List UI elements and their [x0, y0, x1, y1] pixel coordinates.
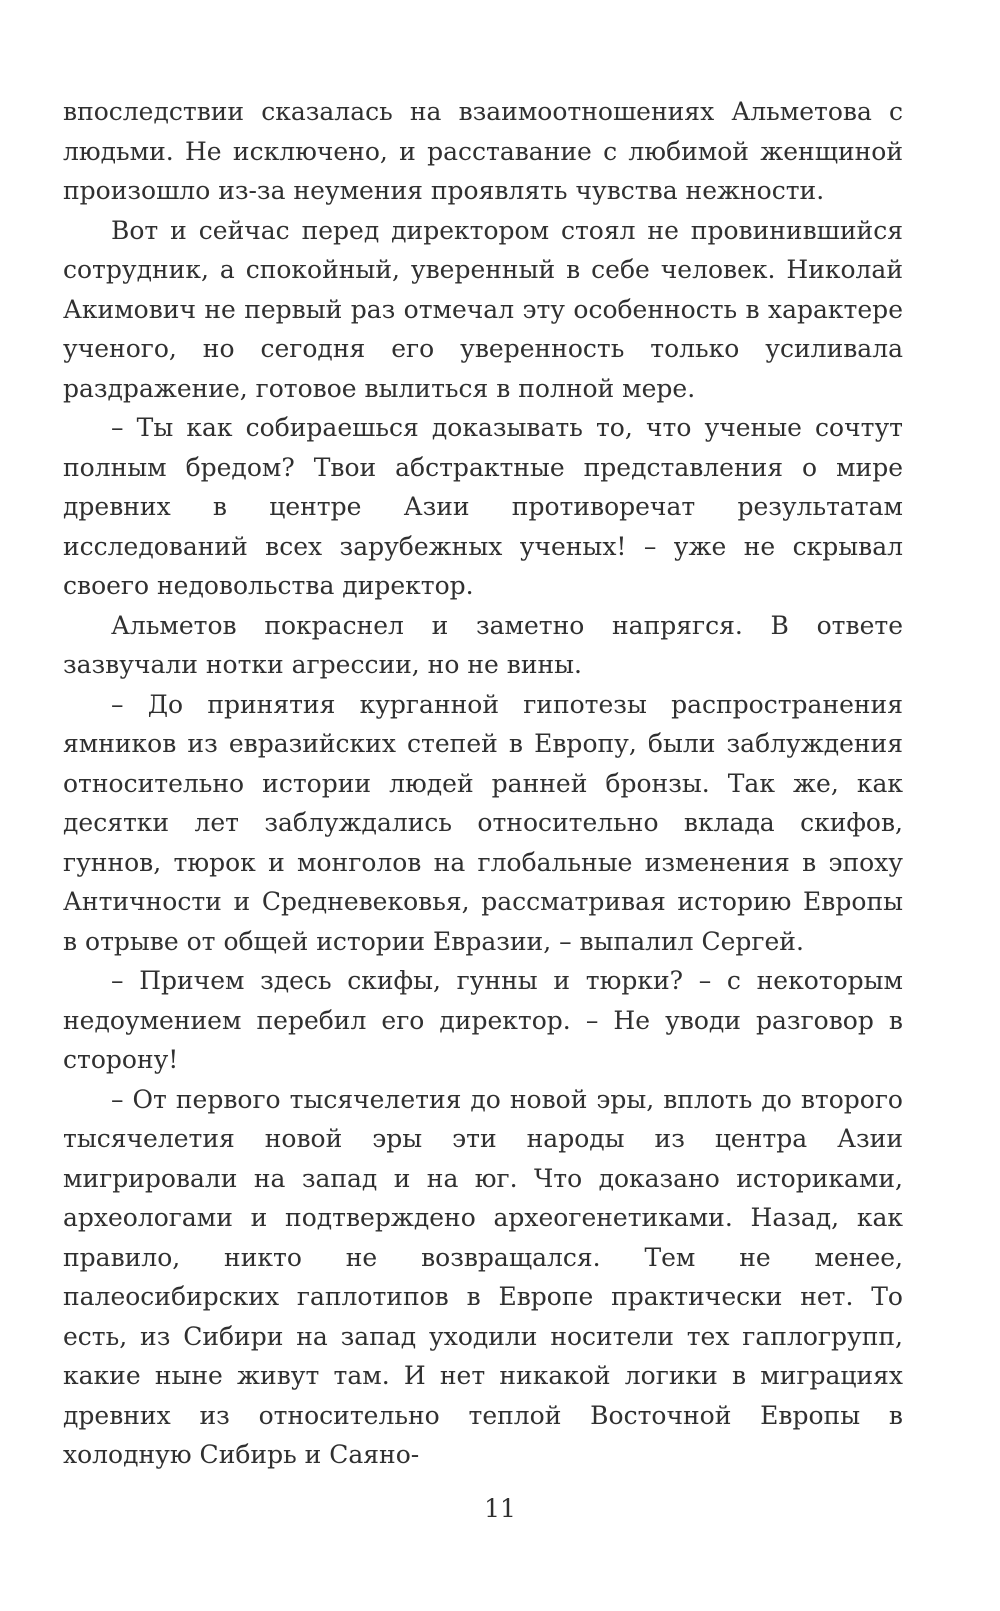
paragraph-dialogue-director-interrupt: – Причем здесь скифы, гунны и тюрки? – с некоторым недоумением перебил его директор. – Не уводи разговор в сторону! — [63, 966, 903, 1074]
paragraph-continuation: впоследствии сказалась на взаимоотношениях Альметова с людьми. Не исключено, и расставание с любимой женщиной произошло из-за неумения проявлять чувства нежности. — [63, 97, 903, 205]
page-number: 11 — [484, 1494, 516, 1523]
paragraph-dialogue-director: – Ты как собираешься доказывать то, что ученые сочтут полным бредом? Твои абстрактные представления о мире древних в центре Азии противоречат результатам исследований всех зарубежных ученых! – уже не скрывал своего недовольства директор. — [63, 413, 903, 600]
page-text — [63, 92, 903, 1475]
paragraph-narration-reaction: Альметов покраснел и заметно напрягся. В ответе зазвучали нотки агрессии, но не вины. — [63, 610, 903, 679]
paragraph-dialogue-sergey-reply: – От первого тысячелетия до новой эры, вплоть до второго тысячелетия новой эры эти народы из центра Азии мигрировали на запад и на юг. Что доказано историками, археологами и подтверждено археогенетиками. Назад, как правило, никто не возвращался. Тем не менее, палеосибирских гаплотипов в Европе практически нет. То есть, из Сибири на запад уходили носители тех гаплогрупп, какие ныне живут там. И нет никакой логики в миграциях древних из относительно теплой Восточной Европы в холодную Сибирь и Саяно- — [63, 1084, 903, 1469]
paragraph-dialogue-sergey: – До принятия курганной гипотезы распространения ямников из евразийских степей в Европу, были заблуждения относительно истории людей ранней бронзы. Так же, как десятки лет заблуждались относительно вклада скифов, гуннов, тюрок и монголов на глобальные изменения в эпоху Античности и Средневековья, рассматривая историю Европы в отрыве от общей истории Евразии, – выпалил Сергей. — [63, 689, 903, 956]
paragraph-narration: Вот и сейчас перед директором стоял не провинившийся сотрудник, а спокойный, уверенный в себе человек. Николай Акимович не первый раз отмечал эту особенность в характере ученого, но сегодня его уверенность только усиливала раздражение, готовое вылиться в полной мере. — [63, 215, 903, 403]
